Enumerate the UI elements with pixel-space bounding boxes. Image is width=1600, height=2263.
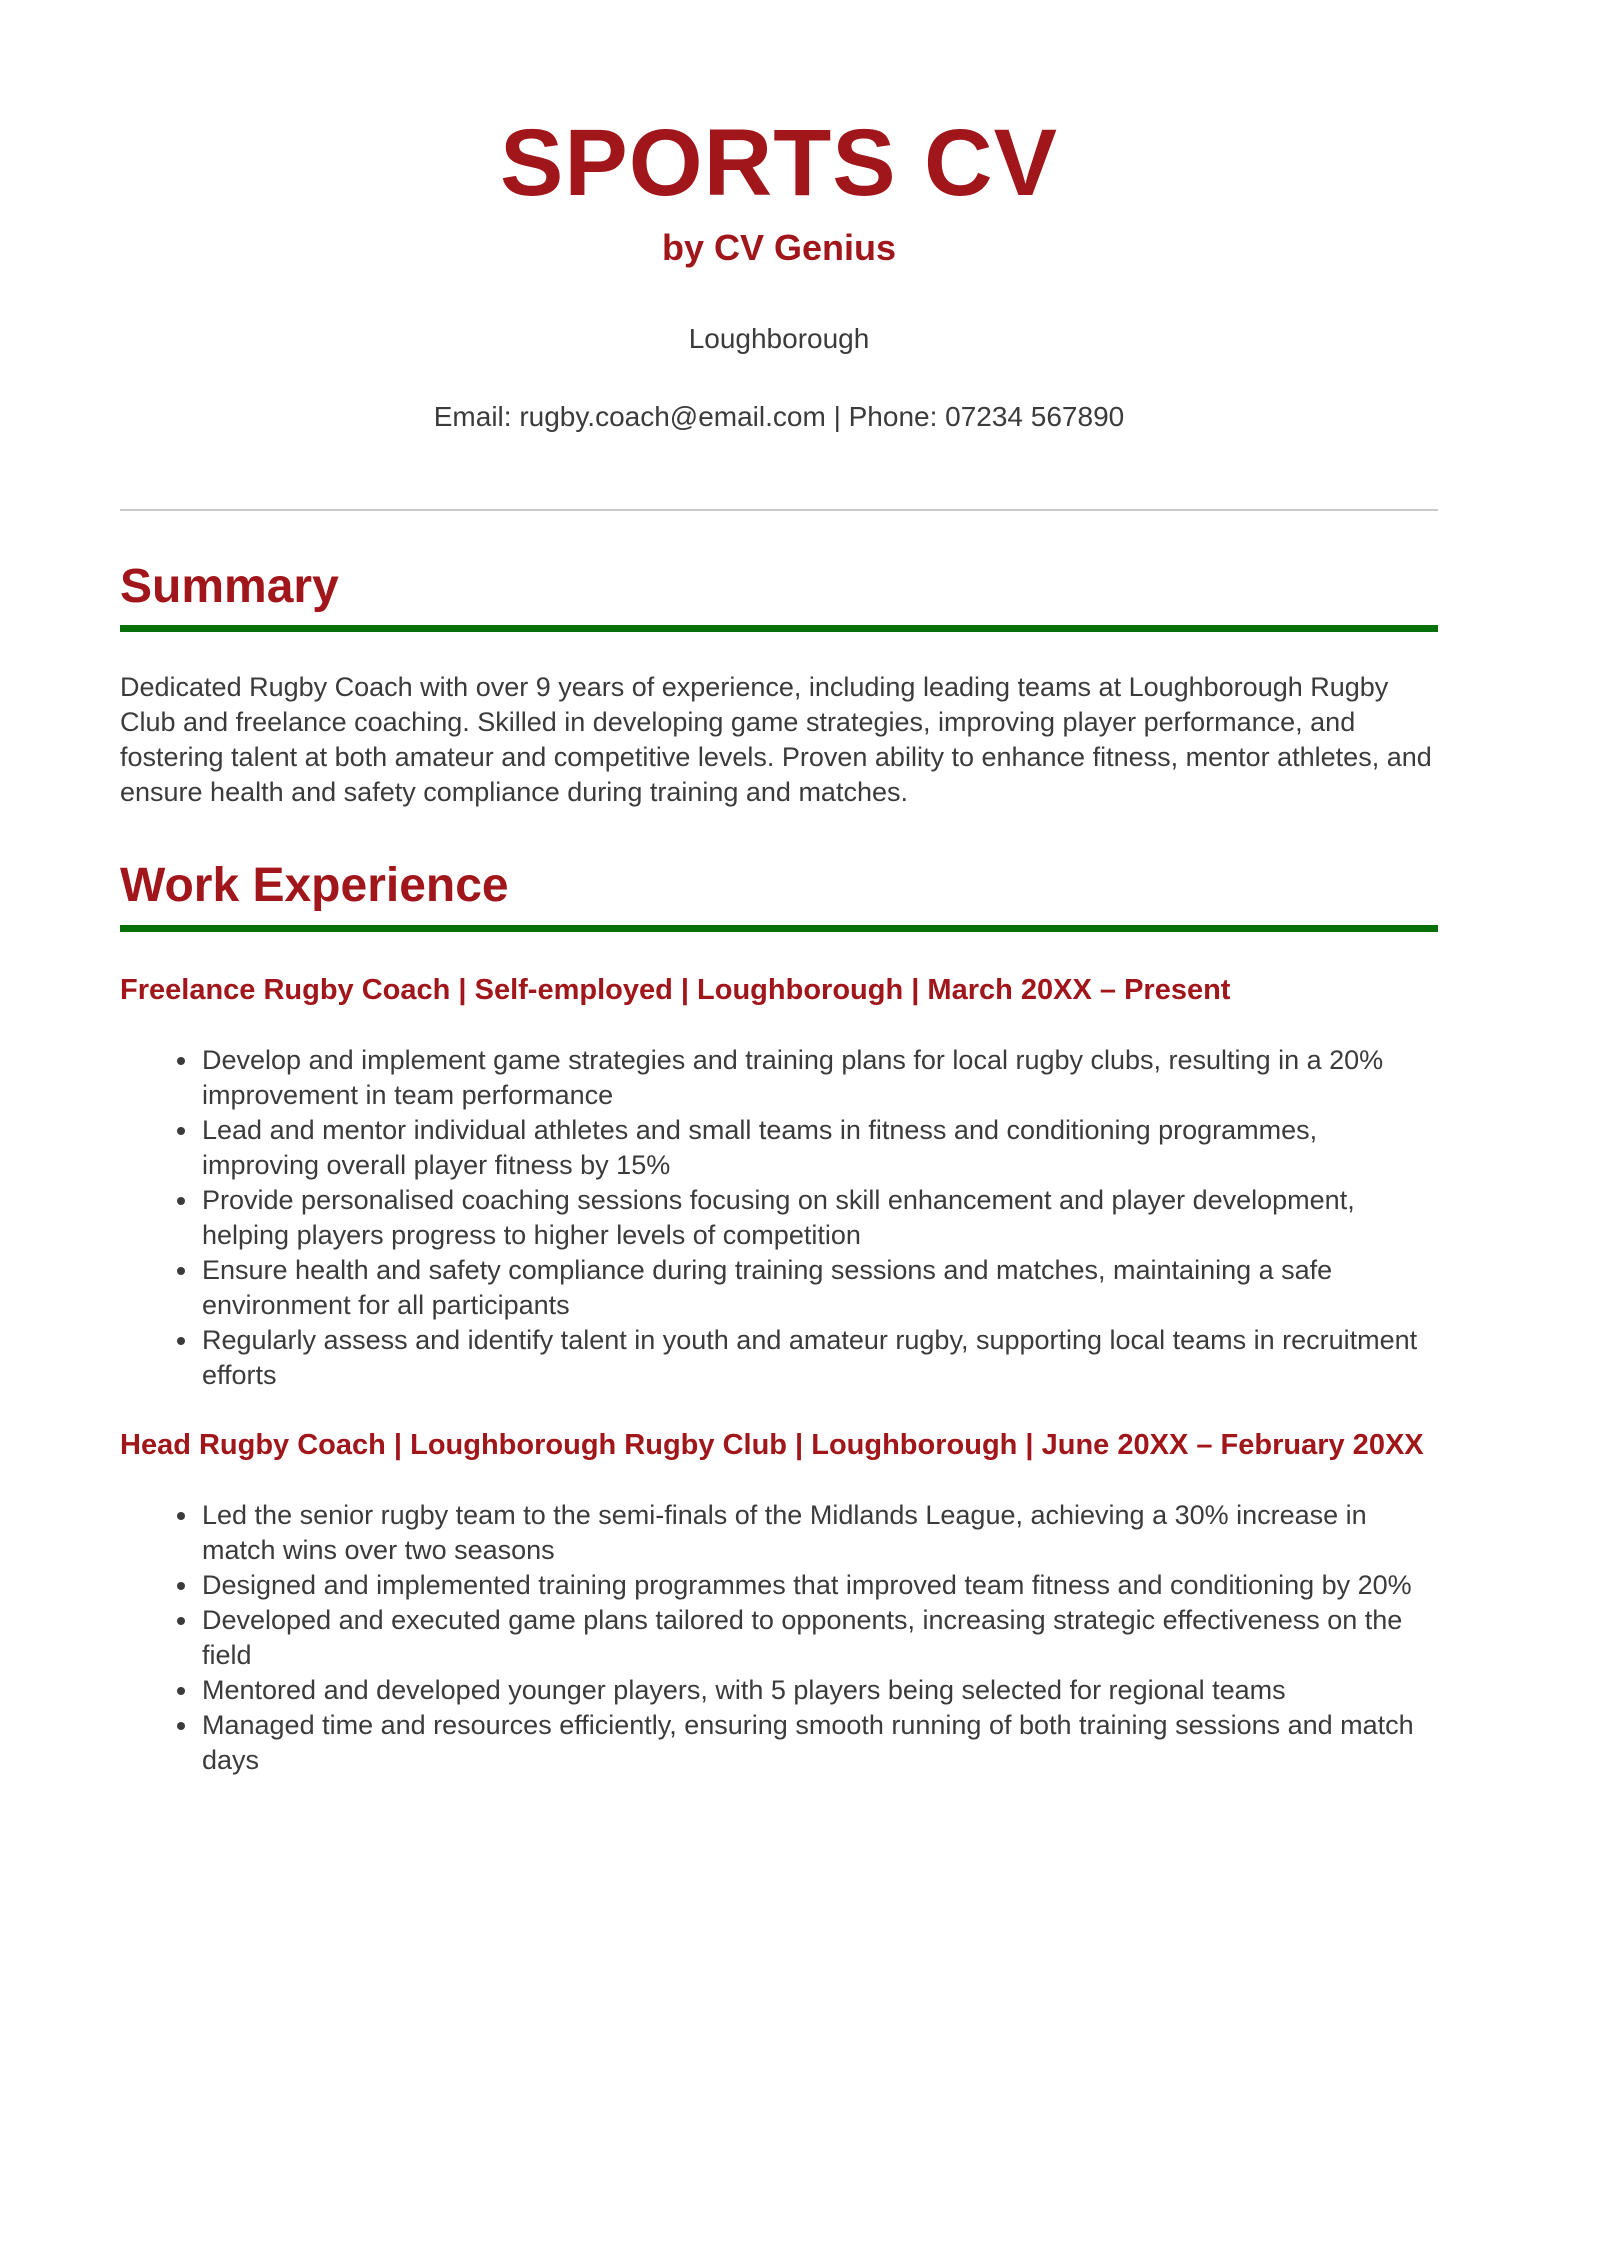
- experience-bullet: • Lead and mentor individual athletes and small teams in fitness and conditioning programmes, improving overall player fitness by 15%: [200, 1113, 1438, 1183]
- experience-bullet: • Developed and executed game plans tailored to opponents, increasing strategic effectiveness on the field: [200, 1603, 1438, 1673]
- work-experience-heading: Work Experience: [120, 859, 509, 913]
- contact-info-line: Email: rugby.coach@email.com | Phone: 07234 567890: [433, 400, 1125, 432]
- experience-bullet: • Designed and implemented training programmes that improved team fitness and conditioning by 20%: [200, 1568, 1438, 1603]
- experience-bullet: • Led the senior rugby team to the semi-finals of the Midlands League, achieving a 30% increase in match wins over two seasons: [200, 1498, 1438, 1568]
- job-bullet-list: [120, 1043, 1438, 1393]
- experience-bullet: • Develop and implement game strategies and training plans for local rugby clubs, resulting in a 20% improvement in team performance: [200, 1043, 1438, 1113]
- candidate-location: Loughborough: [688, 322, 870, 354]
- work-experience-section: [120, 860, 1438, 1778]
- job-title-freelance-rugby-coach: Freelance Rugby Coach | Self-employed | Loughborough | March 20XX – Present: [120, 974, 1231, 1007]
- job-bullet-list: [120, 1498, 1438, 1778]
- work-experience-underline: [120, 925, 1438, 932]
- experience-bullet: • Ensure health and safety compliance during training sessions and matches, maintaining a safe environment for all participants: [200, 1253, 1438, 1323]
- summary-paragraph: Dedicated Rugby Coach with over 9 years of experience, including leading teams at Loughborough Rugby Club and freelance coaching. Skilled in developing game strategies, improving player performance, and fostering talent at both amateur and competitive levels. Proven ability to enhance fitness, mentor athletes, and ensure health and safety compliance during training and matches.: [120, 672, 1432, 808]
- experience-bullet: • Regularly assess and identify talent in youth and amateur rugby, supporting local teams in recruitment efforts: [200, 1323, 1438, 1393]
- cv-subtitle: by CV Genius: [661, 226, 897, 268]
- cv-title: SPORTS CV: [500, 110, 1058, 216]
- summary-section: [120, 561, 1438, 811]
- cv-header: [120, 112, 1438, 433]
- experience-bullet: • Managed time and resources efficiently, ensuring smooth running of both training sessions and match days: [200, 1708, 1438, 1778]
- experience-bullet: • Provide personalised coaching sessions focusing on skill enhancement and player development, helping players progress to higher levels of competition: [200, 1183, 1438, 1253]
- cv-content-column: [0, 112, 1600, 1778]
- summary-heading: Summary: [120, 559, 339, 613]
- job-title-head-rugby-coach: Head Rugby Coach | Loughborough Rugby Club | Loughborough | June 20XX – February 20XX: [120, 1429, 1424, 1462]
- summary-underline: [120, 625, 1438, 632]
- header-divider: [120, 509, 1438, 511]
- experience-bullet: • Mentored and developed younger players, with 5 players being selected for regional teams: [200, 1673, 1438, 1708]
